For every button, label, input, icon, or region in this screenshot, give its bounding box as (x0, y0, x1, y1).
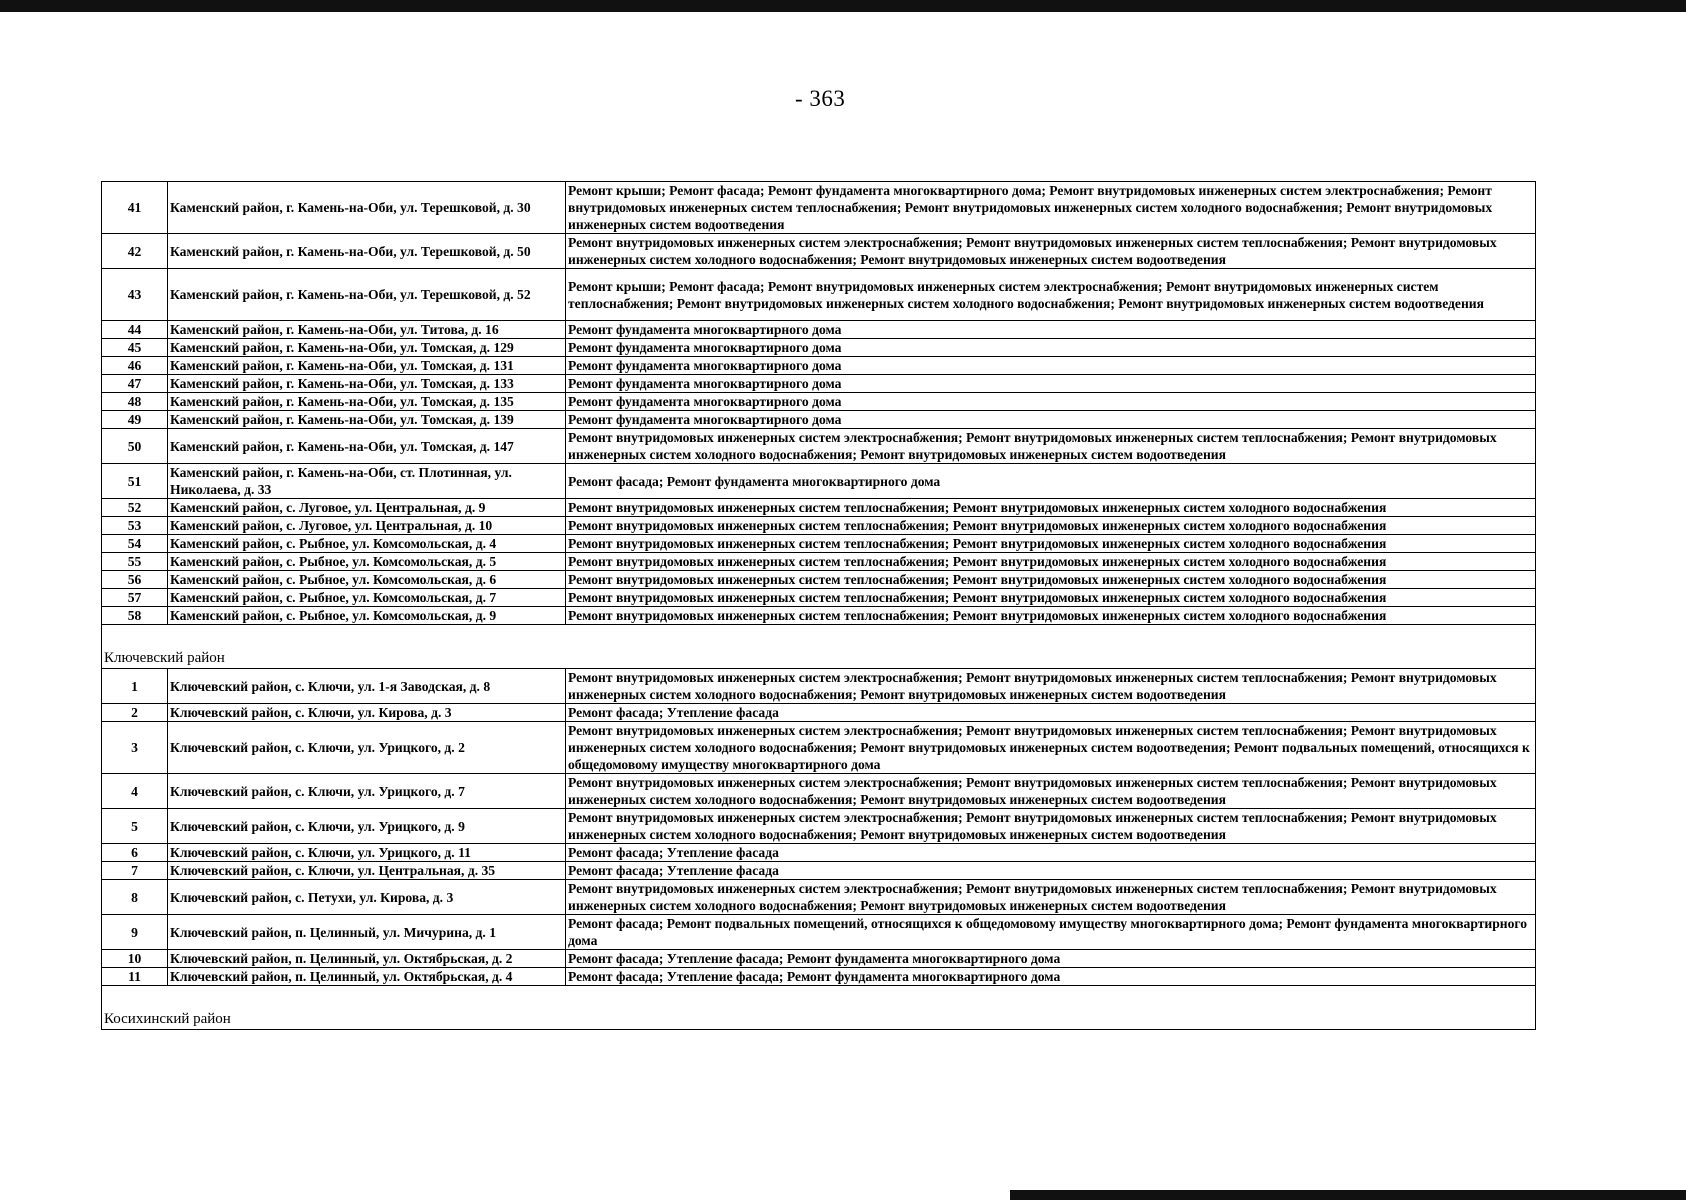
row-works: Ремонт внутридомовых инженерных систем теплоснабжения; Ремонт внутридомовых инженерных систем холодного водоснабжения (566, 589, 1536, 607)
section-gap (102, 625, 1536, 644)
row-works: Ремонт фасада; Утепление фасада (566, 844, 1536, 862)
row-address: Ключевский район, п. Целинный, ул. Октябрьская, д. 4 (168, 968, 566, 986)
row-number: 56 (102, 571, 168, 589)
table-row (102, 339, 1536, 357)
row-address: Каменский район, с. Рыбное, ул. Комсомольская, д. 6 (168, 571, 566, 589)
row-address: Каменский район, г. Камень-на-Оби, ул. Томская, д. 139 (168, 411, 566, 429)
row-number: 1 (102, 669, 168, 704)
section-heading-kluchevsky: Ключевский район (102, 643, 1536, 669)
row-number: 2 (102, 704, 168, 722)
table-row (102, 269, 1536, 321)
row-number: 54 (102, 535, 168, 553)
row-address: Каменский район, с. Рыбное, ул. Комсомольская, д. 4 (168, 535, 566, 553)
row-works: Ремонт внутридомовых инженерных систем электроснабжения; Ремонт внутридомовых инженерных систем теплоснабжения; Ремонт внутридомовых инженерных систем холодного водоснабжения; Ремонт внутридомовых инженерных систем водоотведения (566, 669, 1536, 704)
row-address: Каменский район, с. Луговое, ул. Центральная, д. 9 (168, 499, 566, 517)
row-number: 7 (102, 862, 168, 880)
row-number: 41 (102, 182, 168, 234)
table-row (102, 571, 1536, 589)
row-number: 8 (102, 880, 168, 915)
table-row (102, 182, 1536, 234)
table-row (102, 915, 1536, 950)
row-number: 57 (102, 589, 168, 607)
row-address: Ключевский район, с. Ключи, ул. Урицкого, д. 11 (168, 844, 566, 862)
table-row (102, 393, 1536, 411)
row-number: 46 (102, 357, 168, 375)
row-works: Ремонт фундамента многоквартирного дома (566, 321, 1536, 339)
row-address: Ключевский район, с. Ключи, ул. Урицкого, д. 7 (168, 774, 566, 809)
row-address: Каменский район, г. Камень-на-Оби, ул. Терешковой, д. 52 (168, 269, 566, 321)
table-row (102, 844, 1536, 862)
row-works: Ремонт фасада; Утепление фасада; Ремонт фундамента многоквартирного дома (566, 968, 1536, 986)
row-number: 4 (102, 774, 168, 809)
row-works: Ремонт внутридомовых инженерных систем электроснабжения; Ремонт внутридомовых инженерных систем теплоснабжения; Ремонт внутридомовых инженерных систем холодного водоснабжения; Ремонт внутридомовых инженерных систем водоотведения (566, 429, 1536, 464)
row-address: Ключевский район, с. Ключи, ул. 1-я Заводская, д. 8 (168, 669, 566, 704)
table-row (102, 357, 1536, 375)
row-number: 49 (102, 411, 168, 429)
table-row (102, 464, 1536, 499)
row-number: 45 (102, 339, 168, 357)
row-address: Каменский район, с. Рыбное, ул. Комсомольская, д. 9 (168, 607, 566, 625)
row-works: Ремонт внутридомовых инженерных систем электроснабжения; Ремонт внутридомовых инженерных систем теплоснабжения; Ремонт внутридомовых инженерных систем холодного водоснабжения; Ремонт внутридомовых инженерных систем водоотведения (566, 774, 1536, 809)
row-number: 55 (102, 553, 168, 571)
table-row (102, 950, 1536, 968)
row-number: 6 (102, 844, 168, 862)
row-number: 51 (102, 464, 168, 499)
row-address: Каменский район, с. Рыбное, ул. Комсомольская, д. 7 (168, 589, 566, 607)
row-number: 52 (102, 499, 168, 517)
row-works: Ремонт фундамента многоквартирного дома (566, 393, 1536, 411)
row-address: Каменский район, г. Камень-на-Оби, ул. Томская, д. 135 (168, 393, 566, 411)
table-row (102, 862, 1536, 880)
row-address: Ключевский район, п. Целинный, ул. Октябрьская, д. 2 (168, 950, 566, 968)
table-row (102, 722, 1536, 774)
table-row (102, 607, 1536, 625)
kluchevsky-section (102, 625, 1536, 669)
row-address: Ключевский район, п. Целинный, ул. Мичурина, д. 1 (168, 915, 566, 950)
kluchevsky-rows (102, 669, 1536, 986)
row-works: Ремонт фундамента многоквартирного дома (566, 357, 1536, 375)
row-address: Каменский район, г. Камень-на-Оби, ул. Титова, д. 16 (168, 321, 566, 339)
row-number: 11 (102, 968, 168, 986)
row-address: Ключевский район, с. Петухи, ул. Кирова, д. 3 (168, 880, 566, 915)
row-works: Ремонт внутридомовых инженерных систем электроснабжения; Ремонт внутридомовых инженерных систем теплоснабжения; Ремонт внутридомовых инженерных систем холодного водоснабжения; Ремонт внутридомовых инженерных систем водоотведения (566, 234, 1536, 269)
row-works: Ремонт фундамента многоквартирного дома (566, 339, 1536, 357)
row-works: Ремонт фундамента многоквартирного дома (566, 375, 1536, 393)
row-works: Ремонт внутридомовых инженерных систем электроснабжения; Ремонт внутридомовых инженерных систем теплоснабжения; Ремонт внутридомовых инженерных систем холодного водоснабжения; Ремонт внутридомовых инженерных систем водоотведения (566, 880, 1536, 915)
row-number: 48 (102, 393, 168, 411)
table-row (102, 774, 1536, 809)
table-row (102, 669, 1536, 704)
row-works: Ремонт внутридомовых инженерных систем теплоснабжения; Ремонт внутридомовых инженерных систем холодного водоснабжения (566, 553, 1536, 571)
row-works: Ремонт крыши; Ремонт фасада; Ремонт фундамента многоквартирного дома; Ремонт внутридомовых инженерных систем электроснабжения; Ремонт внутридомовых инженерных систем теплоснабжения; Ремонт внутридомовых инженерных систем холодного водоснабжения; Ремонт внутридомовых инженерных систем водоотведения (566, 182, 1536, 234)
kamensky-rows (102, 182, 1536, 625)
row-address: Каменский район, г. Камень-на-Оби, ст. Плотинная, ул. Николаева, д. 33 (168, 464, 566, 499)
row-address: Ключевский район, с. Ключи, ул. Кирова, д. 3 (168, 704, 566, 722)
row-works: Ремонт внутридомовых инженерных систем электроснабжения; Ремонт внутридомовых инженерных систем теплоснабжения; Ремонт внутридомовых инженерных систем холодного водоснабжения; Ремонт внутридомовых инженерных систем водоотведения (566, 809, 1536, 844)
row-address: Каменский район, г. Камень-на-Оби, ул. Терешковой, д. 50 (168, 234, 566, 269)
row-address: Каменский район, г. Камень-на-Оби, ул. Томская, д. 133 (168, 375, 566, 393)
row-works: Ремонт фундамента многоквартирного дома (566, 411, 1536, 429)
row-number: 53 (102, 517, 168, 535)
row-works: Ремонт фасада; Утепление фасада (566, 862, 1536, 880)
row-address: Каменский район, г. Камень-на-Оби, ул. Томская, д. 131 (168, 357, 566, 375)
scan-top-border (0, 0, 1686, 12)
table-row (102, 553, 1536, 571)
row-works: Ремонт фасада; Утепление фасада; Ремонт фундамента многоквартирного дома (566, 950, 1536, 968)
table-row (102, 499, 1536, 517)
row-works: Ремонт внутридомовых инженерных систем электроснабжения; Ремонт внутридомовых инженерных систем теплоснабжения; Ремонт внутридомовых инженерных систем холодного водоснабжения; Ремонт внутридомовых инженерных систем водоотведения; Ремонт подвальных помещений, относящихся к общедомовому имуществу многоквартирного дома (566, 722, 1536, 774)
row-number: 5 (102, 809, 168, 844)
table-row (102, 411, 1536, 429)
row-number: 50 (102, 429, 168, 464)
row-works: Ремонт крыши; Ремонт фасада; Ремонт внутридомовых инженерных систем электроснабжения; Ремонт внутридомовых инженерных систем теплоснабжения; Ремонт внутридомовых инженерных систем холодного водоснабжения; Ремонт внутридомовых инженерных систем водоотведения (566, 269, 1536, 321)
table-row (102, 517, 1536, 535)
row-works: Ремонт внутридомовых инженерных систем теплоснабжения; Ремонт внутридомовых инженерных систем холодного водоснабжения (566, 607, 1536, 625)
table-row (102, 321, 1536, 339)
row-number: 43 (102, 269, 168, 321)
table-row (102, 809, 1536, 844)
row-address: Каменский район, г. Камень-на-Оби, ул. Терешковой, д. 30 (168, 182, 566, 234)
section-gap (102, 986, 1536, 1005)
row-address: Каменский район, с. Луговое, ул. Центральная, д. 10 (168, 517, 566, 535)
row-works: Ремонт внутридомовых инженерных систем теплоснабжения; Ремонт внутридомовых инженерных систем холодного водоснабжения (566, 535, 1536, 553)
row-number: 9 (102, 915, 168, 950)
repair-program-table (101, 181, 1536, 1030)
repair-program-table-frame (101, 181, 1535, 1030)
section-heading-kosikhinsky: Косихинский район (102, 1004, 1536, 1030)
row-address: Ключевский район, с. Ключи, ул. Урицкого, д. 9 (168, 809, 566, 844)
row-works: Ремонт фасада; Ремонт фундамента многоквартирного дома (566, 464, 1536, 499)
table-row (102, 535, 1536, 553)
kosikhinsky-section (102, 986, 1536, 1030)
row-number: 3 (102, 722, 168, 774)
row-number: 58 (102, 607, 168, 625)
row-works: Ремонт внутридомовых инженерных систем теплоснабжения; Ремонт внутридомовых инженерных систем холодного водоснабжения (566, 499, 1536, 517)
scan-bottom-border (1010, 1190, 1686, 1200)
table-row (102, 704, 1536, 722)
table-row (102, 429, 1536, 464)
row-works: Ремонт внутридомовых инженерных систем теплоснабжения; Ремонт внутридомовых инженерных систем холодного водоснабжения (566, 571, 1536, 589)
table-row (102, 589, 1536, 607)
page-number: - 363 (795, 86, 846, 111)
table-row (102, 234, 1536, 269)
row-address: Ключевский район, с. Ключи, ул. Урицкого, д. 2 (168, 722, 566, 774)
row-number: 47 (102, 375, 168, 393)
row-works: Ремонт внутридомовых инженерных систем теплоснабжения; Ремонт внутридомовых инженерных систем холодного водоснабжения (566, 517, 1536, 535)
row-works: Ремонт фасада; Утепление фасада (566, 704, 1536, 722)
table-row (102, 968, 1536, 986)
row-number: 42 (102, 234, 168, 269)
row-works: Ремонт фасада; Ремонт подвальных помещений, относящихся к общедомовому имуществу многоквартирного дома; Ремонт фундамента многоквартирного дома (566, 915, 1536, 950)
row-number: 44 (102, 321, 168, 339)
row-address: Ключевский район, с. Ключи, ул. Центральная, д. 35 (168, 862, 566, 880)
row-address: Каменский район, с. Рыбное, ул. Комсомольская, д. 5 (168, 553, 566, 571)
table-row (102, 880, 1536, 915)
row-address: Каменский район, г. Камень-на-Оби, ул. Томская, д. 129 (168, 339, 566, 357)
table-row (102, 375, 1536, 393)
row-number: 10 (102, 950, 168, 968)
row-address: Каменский район, г. Камень-на-Оби, ул. Томская, д. 147 (168, 429, 566, 464)
